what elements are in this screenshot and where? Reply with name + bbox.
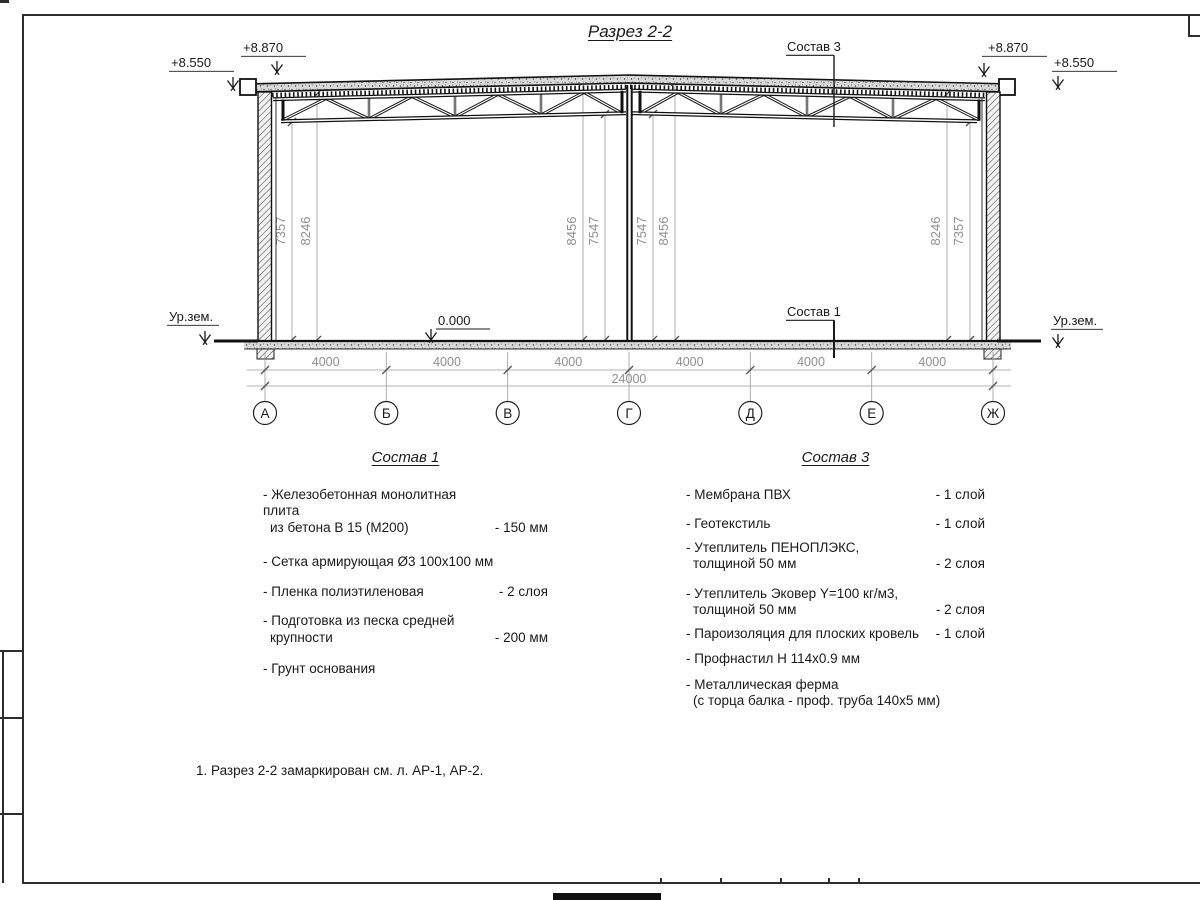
dim-label: 7357	[273, 216, 288, 246]
axis-label: Г	[625, 405, 633, 421]
spec-item	[686, 516, 985, 533]
elevation-label: +8.870	[988, 40, 1029, 55]
dim-label: 7357	[951, 216, 966, 246]
frame-tick	[828, 878, 830, 882]
spec-item-text: - Утеплитель ПЕНОПЛЭКС,	[686, 539, 860, 555]
frame-tick	[858, 878, 860, 882]
elevation-label: +8.550	[1054, 55, 1095, 70]
footing-left	[257, 349, 274, 359]
spec-block-sostav-3	[686, 450, 985, 719]
bay-dim: 4000	[675, 355, 704, 369]
roof-edge-cap	[240, 79, 256, 95]
callout-label: Состав 3	[787, 39, 841, 54]
callout-label: Состав 1	[787, 304, 841, 319]
spec-item-text: - Грунт основания	[263, 661, 376, 676]
axis-label: Б	[381, 405, 391, 421]
spec-item-text: - Геотекстиль	[686, 516, 771, 531]
axis-label: В	[503, 405, 513, 421]
level-mark-icon	[228, 77, 239, 91]
footing-right	[984, 349, 1001, 359]
floor-level-label: 0.000	[438, 313, 471, 328]
frame-tick	[720, 878, 722, 882]
level-mark-icon	[1053, 76, 1064, 90]
spec-item-value: - 1 слой	[935, 625, 985, 641]
ground-label: Ур.зем.	[169, 309, 214, 324]
spec-item	[263, 487, 548, 537]
frame-bottom-line	[22, 882, 1200, 884]
spec-item-text: толщиной 50 мм	[693, 556, 797, 571]
spec-item-value: - 1 слой	[935, 516, 985, 531]
center-column	[627, 85, 631, 341]
bay-dim: 4000	[433, 355, 461, 369]
elevation-label: +8.870	[243, 40, 284, 55]
bay-dim: 4000	[797, 355, 825, 369]
axis-label: Д	[745, 405, 755, 421]
spec-item-value: - 2 слоя	[935, 556, 985, 571]
spec-item-text: - Пленка полиэтиленовая	[263, 583, 424, 599]
spec-item-text: - Мембрана ПВХ	[686, 486, 791, 502]
frame-tick	[780, 878, 782, 882]
spec-title: Состав 1	[371, 449, 440, 466]
spec-item-text: - Пароизоляция для плоских кровель	[686, 625, 920, 641]
roof-edge-cap	[999, 79, 1015, 95]
spec-item-text: - Подготовка из песка средней	[263, 613, 455, 628]
bay-dim: 4000	[918, 355, 947, 369]
spec-block-sostav-1	[263, 450, 548, 692]
spec-item	[686, 487, 985, 504]
spec-item-text: - Металлическая ферма	[686, 676, 839, 692]
titleblock-edge-mark	[553, 893, 661, 900]
vertical-dim-labels	[273, 217, 966, 246]
spec-item	[686, 586, 985, 619]
dim-label: 8246	[928, 216, 943, 246]
spec-item-value: - 200 мм	[494, 629, 548, 645]
spec-item	[263, 584, 548, 601]
drawing-title: Разрез 2-2	[587, 22, 673, 41]
level-mark-icon	[200, 331, 211, 345]
spec-title: Состав 3	[801, 449, 870, 466]
margin-box-edge	[2, 650, 4, 883]
spec-item-text: крупности	[270, 629, 333, 645]
spec-item-text: - Утеплитель Эковер Y=100 кг/м3,	[686, 585, 899, 601]
drawing-note: 1. Разрез 2-2 замаркирован см. л. АР-1, АР-2.	[196, 763, 484, 778]
dim-label: 8456	[656, 216, 671, 246]
axis-label: А	[260, 405, 270, 421]
level-mark-icon	[979, 63, 990, 77]
spec-item-text: - Сетка армирующая Ø3 100x100 мм	[263, 554, 494, 569]
spec-item	[263, 661, 548, 678]
elevation-label: +8.550	[171, 55, 212, 70]
spec-item	[686, 677, 985, 710]
spec-item-value: - 150 мм	[494, 519, 548, 535]
spec-item-value: - 2 слоя	[935, 602, 985, 617]
axis-bubbles	[254, 402, 1005, 425]
dim-label: 8246	[298, 216, 313, 246]
spec-item-value: - 1 слой	[935, 486, 985, 502]
total-dim: 24000	[611, 372, 647, 386]
axis-label: Ж	[986, 405, 1000, 421]
bay-dim: 4000	[554, 355, 583, 369]
axis-label: Е	[867, 405, 877, 421]
dim-label: 7547	[586, 216, 601, 246]
spec-item	[263, 613, 548, 646]
spec-item	[686, 651, 985, 668]
spec-item	[263, 554, 548, 571]
truss-left	[273, 91, 626, 122]
callout-floor	[786, 304, 841, 358]
spec-item	[686, 540, 985, 573]
wall-left	[258, 92, 276, 341]
dim-label: 7547	[634, 216, 649, 246]
spec-item-value: - 2 слоя	[498, 583, 548, 599]
dim-label: 8456	[564, 216, 579, 246]
frame-tick	[660, 878, 662, 882]
level-mark-icon	[272, 61, 283, 75]
level-mark-icon	[1053, 334, 1064, 348]
spec-item	[686, 626, 985, 643]
spec-item-text: из бетона В 15 (М200)	[270, 519, 409, 535]
truss-right	[632, 91, 985, 122]
bay-dim: 4000	[311, 355, 340, 369]
spec-item-text: (с торца балка - проф. труба 140х5 мм)	[693, 693, 941, 708]
spec-item-text: толщиной 50 мм	[693, 602, 797, 617]
spec-item-text: - Профнастил Н 114х0.9 мм	[686, 651, 860, 666]
spec-item-text: - Железобетонная монолитная плита	[263, 486, 457, 518]
ground-label: Ур.зем.	[1053, 313, 1098, 328]
wall-right	[982, 92, 1000, 341]
